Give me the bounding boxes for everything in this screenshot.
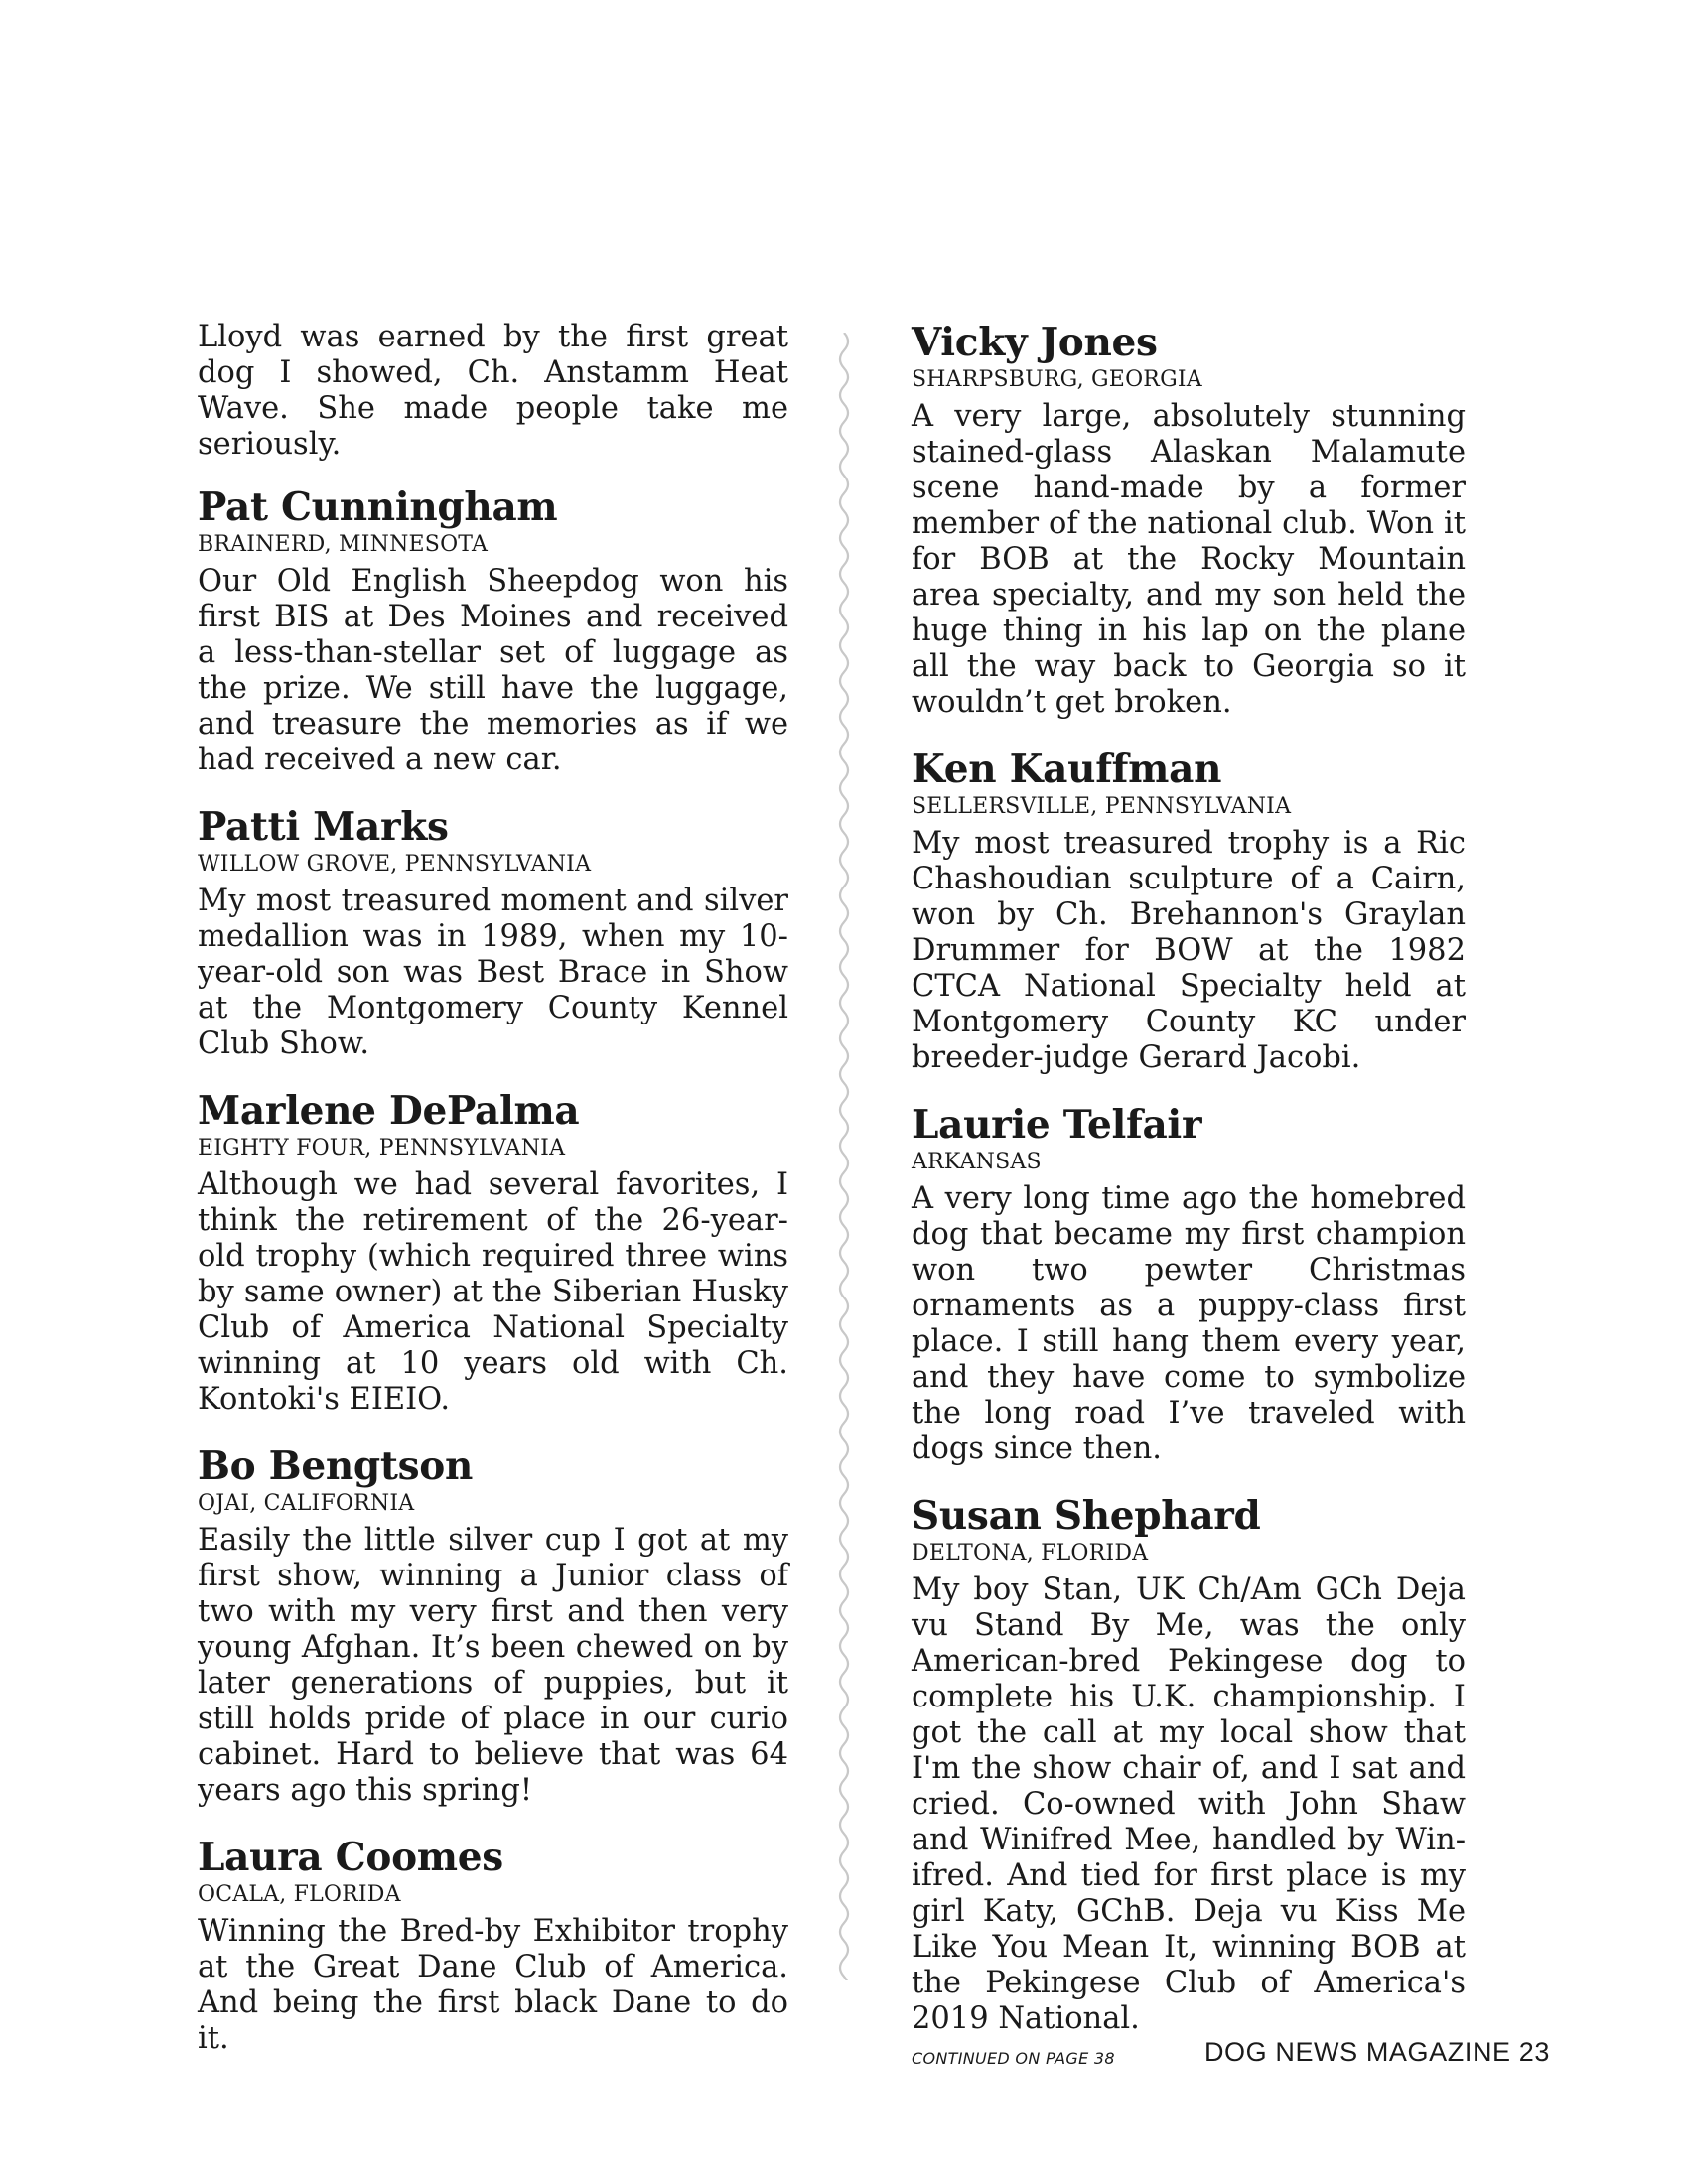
entry-text: Easily the little silver cup I got at my first show, winning a Junior class of two with my very first and then very young Afghan. It’s been chewed on by later generations of puppies, but it still holds pride of place in our curio cabinet. Hard to believe that was 64 years ago this spring! xyxy=(198,1523,788,1808)
left-column xyxy=(198,320,788,2057)
entry-location: WILLOW GROVE, PENNSYLVANIA xyxy=(198,852,592,877)
entry-marlene-depalma xyxy=(198,1088,788,1418)
page-folio: DOG NEWS MAGAZINE 23 xyxy=(1203,2037,1550,2067)
entry-name: Laurie Telfair xyxy=(912,1102,1202,1148)
entry-name: Vicky Jones xyxy=(912,320,1158,365)
entry-name: Bo Bengtson xyxy=(198,1443,473,1489)
entry-patti-marks xyxy=(198,804,788,1062)
wavy-column-divider xyxy=(832,333,856,1980)
entry-name: Laura Coomes xyxy=(198,1835,503,1880)
entry-laura-coomes xyxy=(198,1835,788,2057)
entry-location: ARKANSAS xyxy=(912,1150,1042,1174)
continued-note: CONTINUED ON PAGE 38 xyxy=(912,2049,1115,2068)
entry-ken-kauffman xyxy=(912,747,1466,1076)
intro-paragraph: Lloyd was earned by the first great dog I showed, Ch. Anstamm Heat Wave. She made people take me seriously. xyxy=(198,320,788,462)
entry-name: Ken Kauffman xyxy=(912,747,1222,792)
entry-location: BRAINERD, MINNESOTA xyxy=(198,532,489,557)
entry-location: SELLERSVILLE, PENNSYLVANIA xyxy=(912,794,1292,819)
entry-location: OJAI, CALIFORNIA xyxy=(198,1491,415,1516)
entry-location: EIGHTY FOUR, PENNSYLVANIA xyxy=(198,1136,566,1160)
entry-name: Patti Marks xyxy=(198,804,449,850)
entry-location: OCALA, FLORIDA xyxy=(198,1882,401,1907)
right-column xyxy=(912,320,1466,2068)
entry-pat-cunningham xyxy=(198,484,788,778)
entry-text: Winning the Bred-by Exhibitor trophy at the Great Dane Club of America. And being the first black Dane to do it. xyxy=(198,1914,788,2056)
entry-bo-bengtson xyxy=(198,1443,788,1809)
entry-name: Susan Shephard xyxy=(912,1493,1261,1539)
entry-text: My most treasured moment and silver medallion was in 1989, when my 10-year-old son was Best Brace in Show at the Montgomery County Kennel Club Show. xyxy=(198,884,788,1061)
entry-location: SHARPSBURG, GEORGIA xyxy=(912,367,1202,392)
entry-name: Pat Cunningham xyxy=(198,484,558,530)
entry-name: Marlene DePalma xyxy=(198,1088,580,1134)
entry-text: Our Old English Sheepdog won his first BIS at Des Moines and received a less-than-stellar set of luggage as the prize. We still have the luggage, and treasure the memories as if we had received a new car. xyxy=(198,564,788,777)
entry-text: A very large, absolutely stunning stained-glass Alaskan Malamute scene hand-made by a former member of the national club. Won it for BOB at the Rocky Mountain area specialty, and my son held the huge thing in his lap on the plane all the way back to Georgia so it wouldn’t get broken. xyxy=(912,399,1466,720)
entry-vicky-jones xyxy=(912,320,1466,721)
entry-text: My boy Stan, UK Ch/Am GCh Deja vu Stand By Me, was the only American-bred Pekingese dog to complete his U.K. championship. I got the call at my local show that I'm the show chair of, and I sat and cried. Co-owned with John Shaw and Winifred Mee, handled by Winifred. And tied for first place is my girl Katy, GChB. Deja vu Kiss Me Like You Mean It, winning BOB at the Pekingese Club of America's 2019 National. xyxy=(912,1572,1466,2036)
entry-laurie-telfair xyxy=(912,1102,1466,1467)
entry-location: DELTONA, FLORIDA xyxy=(912,1541,1149,1566)
entry-text: A very long time ago the homebred dog that became my first champion won two pewter Christmas ornaments as a puppy-class first place. I still hang them every year, and they have come to symbolize the long road I’ve traveled with dogs since then. xyxy=(912,1181,1466,1466)
entry-text: Although we had several favorites, I think the retirement of the 26-year-old trophy (which required three wins by same owner) at the Siberian Husky Club of America National Specialty winning at 10 years old with Ch. Kontoki's EIEIO. xyxy=(198,1167,788,1417)
entry-text: My most treasured trophy is a Ric Chashoudian sculpture of a Cairn, won by Ch. Brehannon's Graylan Drummer for BOW at the 1982 CTCA National Specialty held at Montgomery County KC under breeder-judge Gerard Jacobi. xyxy=(912,826,1466,1075)
entry-susan-shephard xyxy=(912,1493,1466,2037)
